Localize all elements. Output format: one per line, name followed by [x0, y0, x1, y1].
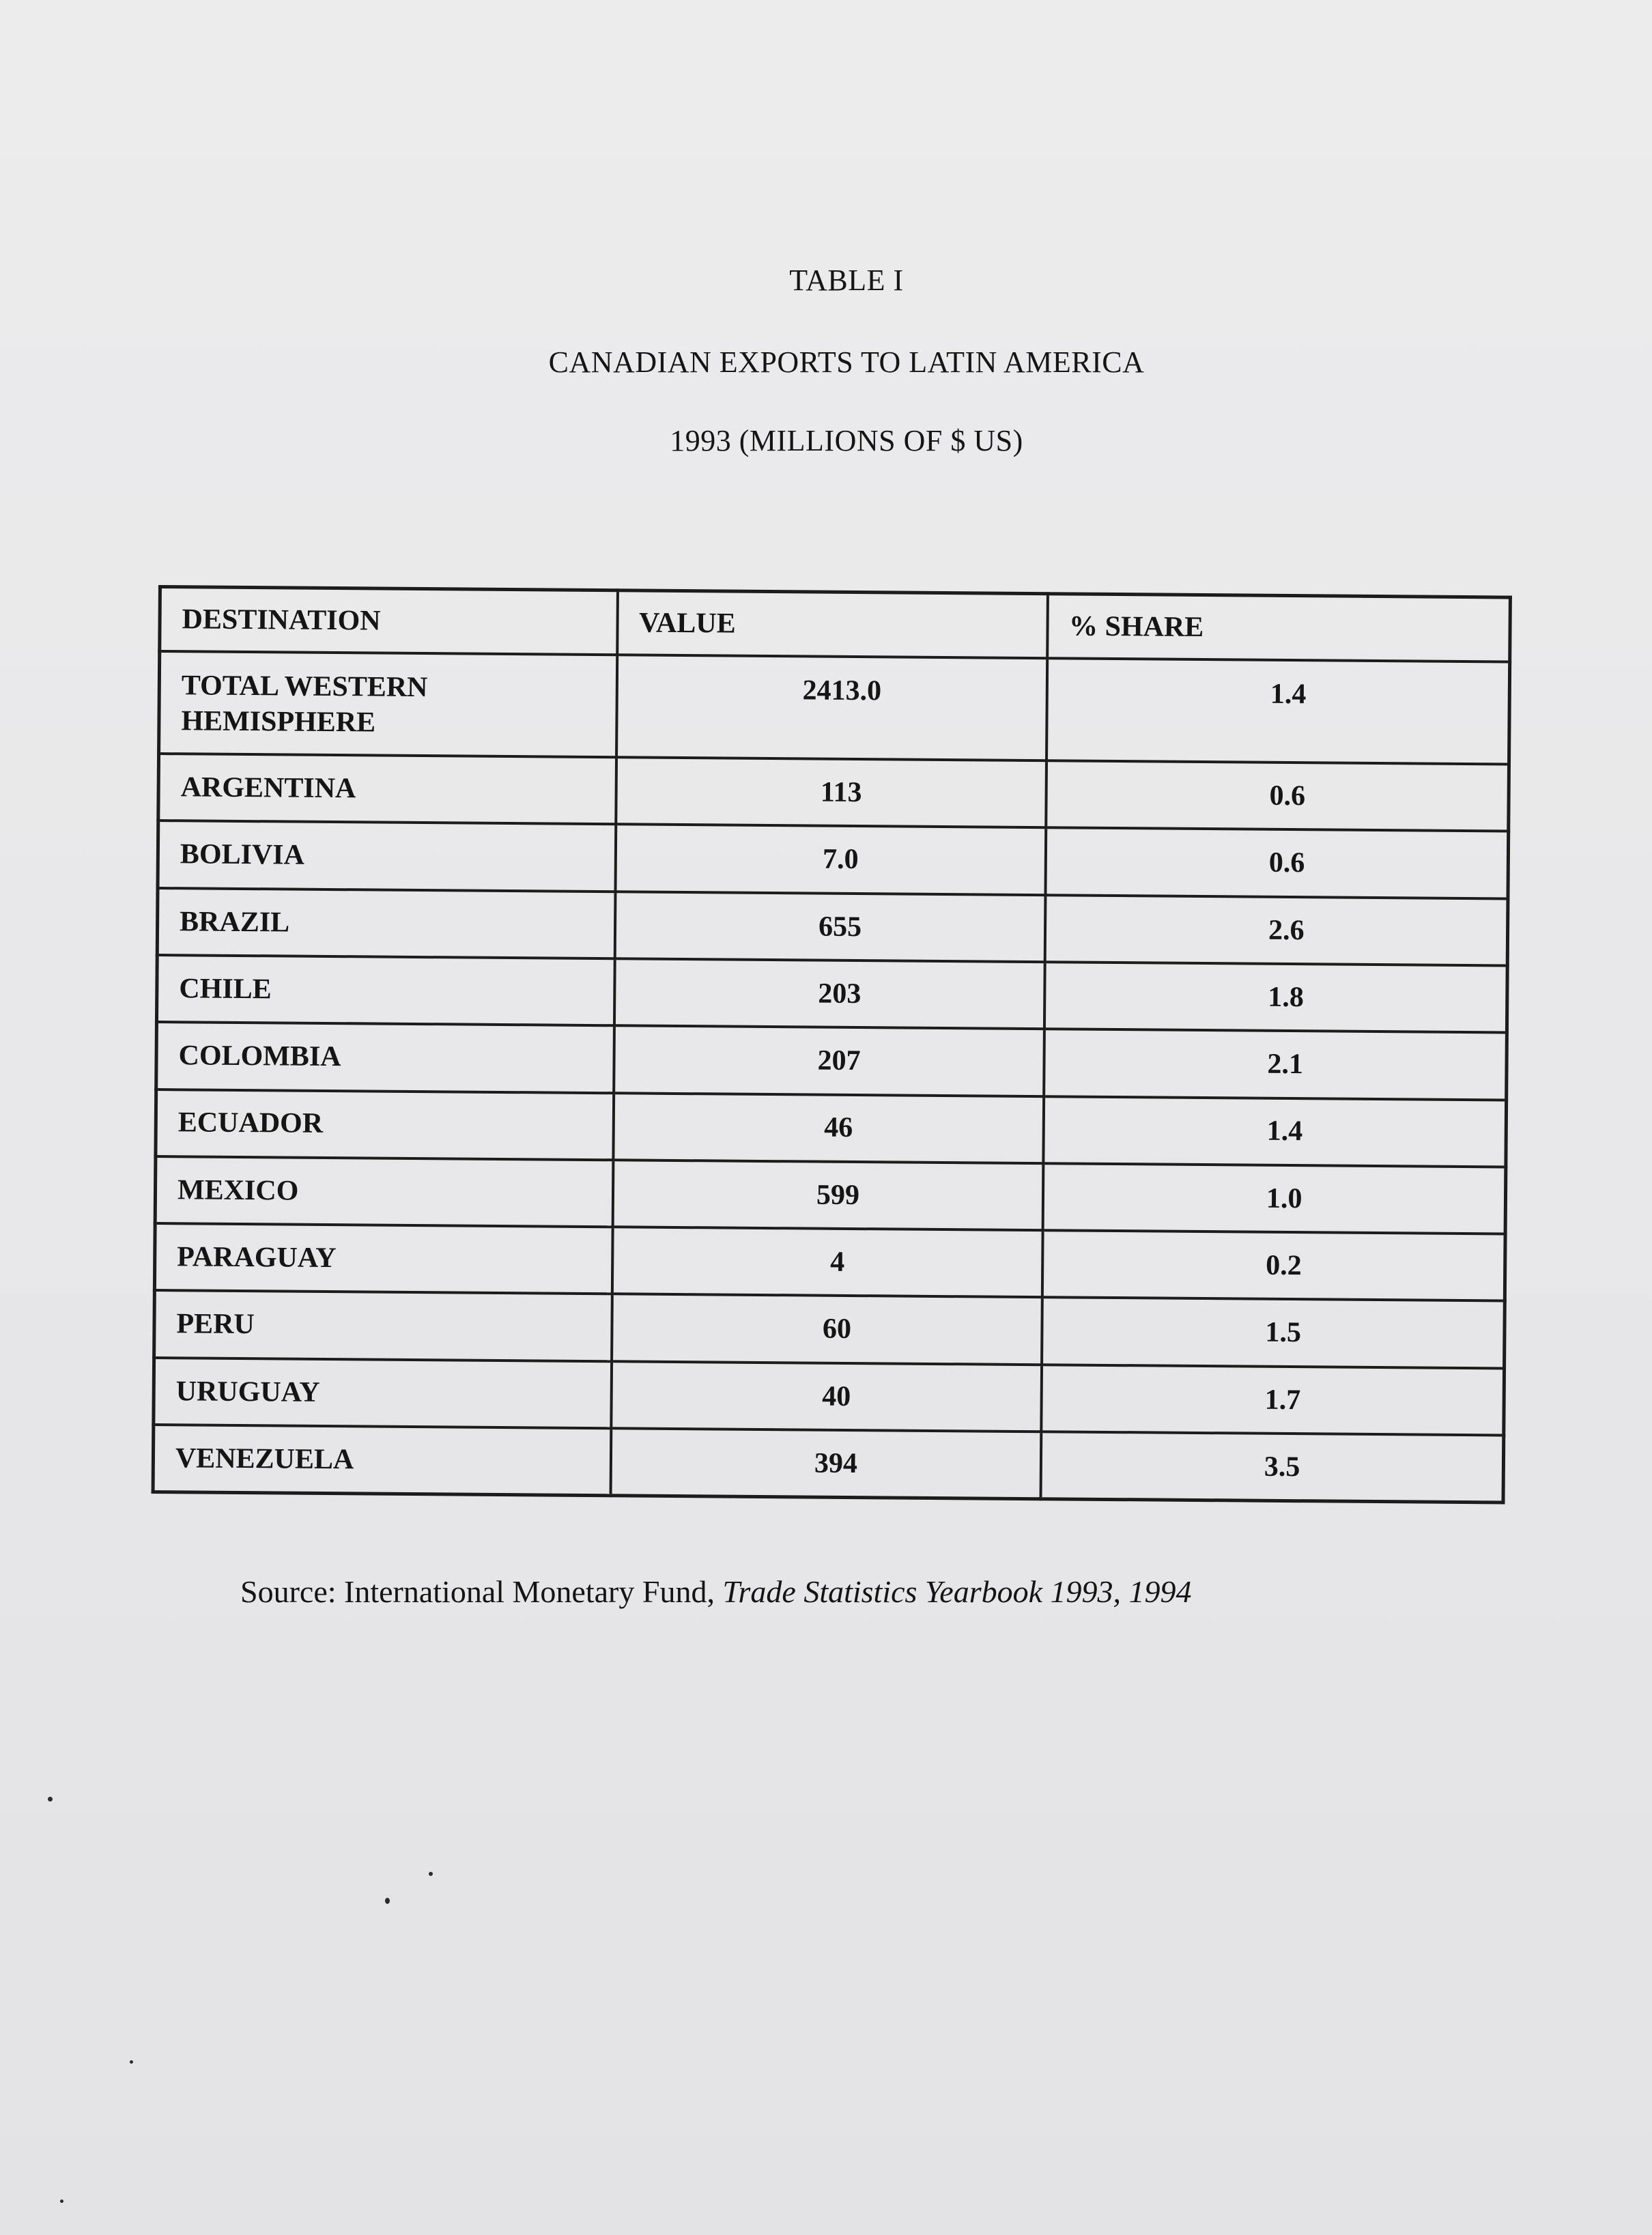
destination-cell: ECUADOR: [156, 1090, 614, 1161]
value-cell: 60: [612, 1294, 1042, 1365]
value-cell: 207: [614, 1025, 1044, 1096]
table-row: [155, 1156, 1506, 1234]
share-cell: 0.2: [1042, 1230, 1505, 1301]
table-row: [153, 1425, 1504, 1503]
value-cell: 46: [613, 1093, 1044, 1163]
destination-cell: BRAZIL: [157, 888, 615, 959]
value-cell: 655: [614, 892, 1045, 962]
table-row: [157, 888, 1508, 966]
destination-cell: MEXICO: [155, 1156, 613, 1227]
scan-speck: [385, 1898, 390, 1904]
value-cell: 7.0: [615, 825, 1046, 895]
destination-cell: VENEZUELA: [153, 1425, 611, 1496]
share-cell: 1.7: [1041, 1365, 1505, 1436]
scan-speck: [429, 1872, 433, 1876]
share-cell: 2.1: [1044, 1029, 1507, 1100]
table-row: [158, 821, 1509, 898]
destination-cell: CHILE: [156, 955, 614, 1026]
table-row: [158, 754, 1509, 831]
destination-cell: PERU: [154, 1290, 612, 1361]
column-header-destination: DESTINATION: [160, 587, 618, 655]
table-header-row: [160, 587, 1511, 662]
value-cell: 113: [616, 757, 1046, 827]
share-cell: 0.6: [1045, 828, 1509, 899]
table-row: [154, 1290, 1505, 1368]
destination-cell: ARGENTINA: [158, 754, 616, 825]
destination-cell: TOTAL WESTERN HEMISPHERE: [159, 651, 617, 758]
table-row: [154, 1223, 1505, 1301]
share-cell: 3.5: [1040, 1432, 1504, 1503]
value-cell: 2413.0: [616, 655, 1047, 760]
table-row: [156, 1022, 1507, 1100]
scan-speck: [60, 2200, 63, 2203]
source-publication-title: Trade Statistics Yearbook 1993, 1994: [722, 1574, 1192, 1609]
value-cell: 40: [611, 1361, 1042, 1432]
source-prefix: Source: International Monetary Fund,: [240, 1574, 723, 1609]
table-row: [156, 1090, 1507, 1167]
scan-speck: [130, 2060, 133, 2064]
value-cell: 394: [610, 1428, 1041, 1498]
table-label: TABLE I: [789, 264, 904, 297]
table-title: CANADIAN EXPORTS TO LATIN AMERICA: [548, 345, 1145, 379]
destination-cell: URUGUAY: [154, 1358, 612, 1429]
table-subtitle: 1993 (MILLIONS OF $ US): [670, 424, 1023, 457]
destination-cell: COLOMBIA: [156, 1022, 614, 1093]
share-cell: 2.6: [1044, 895, 1508, 966]
destination-cell: BOLIVIA: [158, 821, 616, 892]
exports-table-container: [152, 585, 1509, 1504]
column-header-value: VALUE: [617, 590, 1048, 658]
table-row: [156, 955, 1507, 1033]
table-row: [154, 1358, 1505, 1436]
share-cell: 1.4: [1043, 1096, 1507, 1167]
column-header-share: % SHARE: [1047, 594, 1511, 661]
table-row: [159, 651, 1510, 765]
share-cell: 1.5: [1042, 1298, 1505, 1369]
share-cell: 1.4: [1046, 658, 1510, 765]
source-note: [240, 1574, 1192, 1610]
value-cell: 599: [612, 1160, 1043, 1230]
destination-cell: PARAGUAY: [154, 1223, 612, 1294]
value-cell: 4: [612, 1227, 1042, 1297]
share-cell: 0.6: [1046, 760, 1509, 831]
value-cell: 203: [614, 958, 1044, 1029]
share-cell: 1.0: [1042, 1163, 1506, 1234]
exports-table: [152, 585, 1512, 1505]
scan-speck: [48, 1797, 53, 1802]
share-cell: 1.8: [1044, 962, 1507, 1033]
